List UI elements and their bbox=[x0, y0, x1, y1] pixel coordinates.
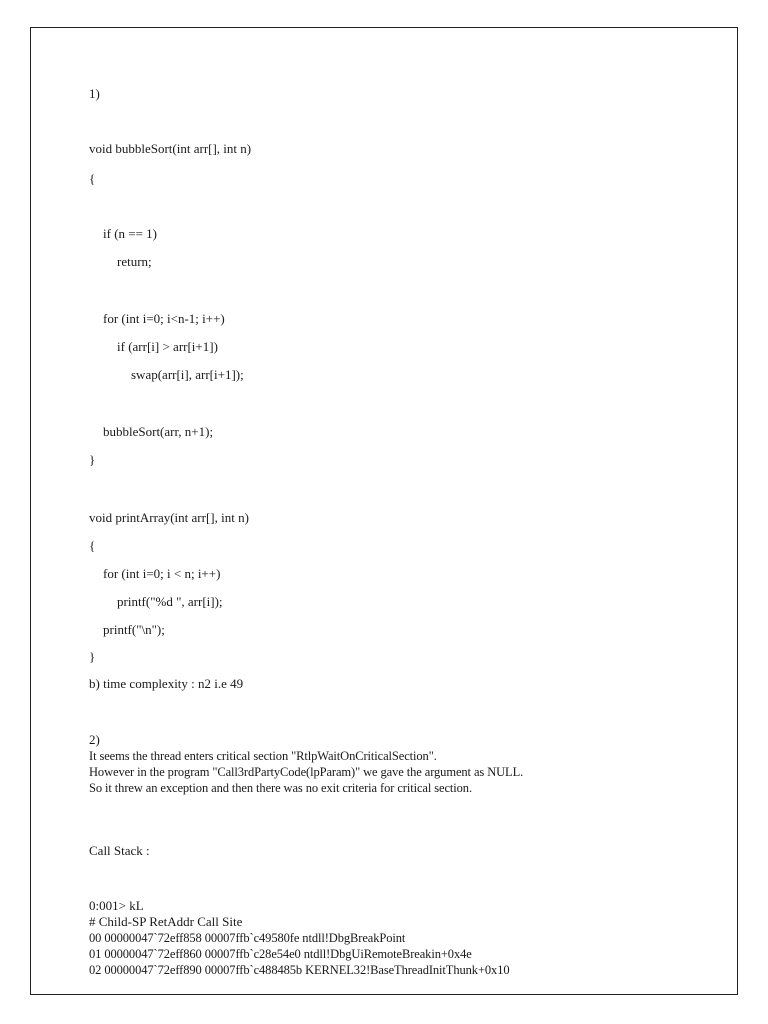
printarray-signature: void printArray(int arr[], int n) bbox=[89, 510, 249, 525]
question-1-label: 1) bbox=[89, 86, 100, 101]
return-statement: return; bbox=[117, 254, 152, 269]
call-stack-label: Call Stack : bbox=[89, 843, 150, 858]
open-brace: { bbox=[89, 171, 96, 186]
outer-for-loop: for (int i=0; i<n-1; i++) bbox=[103, 311, 225, 326]
stack-header: # Child-SP RetAddr Call Site bbox=[89, 914, 243, 929]
printf-newline: printf("\n"); bbox=[103, 622, 165, 637]
stack-frame-row: 02 00000047`72eff890 00007ffb`c488485b KERNEL32!BaseThreadInitThunk+0x10 bbox=[89, 963, 510, 977]
stack-frame-row: 00 00000047`72eff858 00007ffb`c49580fe ntdll!DbgBreakPoint bbox=[89, 931, 406, 945]
debugger-command: 0:001> kL bbox=[89, 898, 144, 913]
close-brace: } bbox=[89, 649, 96, 664]
question-2-label: 2) bbox=[89, 732, 100, 747]
explanation-line: So it threw an exception and then there was no exit criteria for critical section. bbox=[89, 781, 472, 795]
swap-call: swap(arr[i], arr[i+1]); bbox=[131, 367, 244, 382]
recursive-call: bubbleSort(arr, n+1); bbox=[103, 424, 214, 439]
bubblesort-signature: void bubbleSort(int arr[], int n) bbox=[89, 141, 252, 156]
explanation-line: It seems the thread enters critical section "RtlpWaitOnCriticalSection". bbox=[89, 749, 437, 763]
stack-frame-row: 01 00000047`72eff860 00007ffb`c28e54e0 ntdll!DbgUiRemoteBreakin+0x4e bbox=[89, 947, 472, 961]
base-case-if: if (n == 1) bbox=[103, 226, 158, 241]
open-brace: { bbox=[89, 538, 96, 553]
time-complexity: b) time complexity : n2 i.e 49 bbox=[89, 676, 244, 691]
print-for-loop: for (int i=0; i < n; i++) bbox=[103, 566, 221, 581]
close-brace: } bbox=[89, 452, 96, 467]
compare-if: if (arr[i] > arr[i+1]) bbox=[117, 339, 218, 354]
printf-item: printf("%d ", arr[i]); bbox=[117, 594, 223, 609]
explanation-line: However in the program "Call3rdPartyCode(lpParam)" we gave the argument as NULL. bbox=[89, 765, 524, 779]
